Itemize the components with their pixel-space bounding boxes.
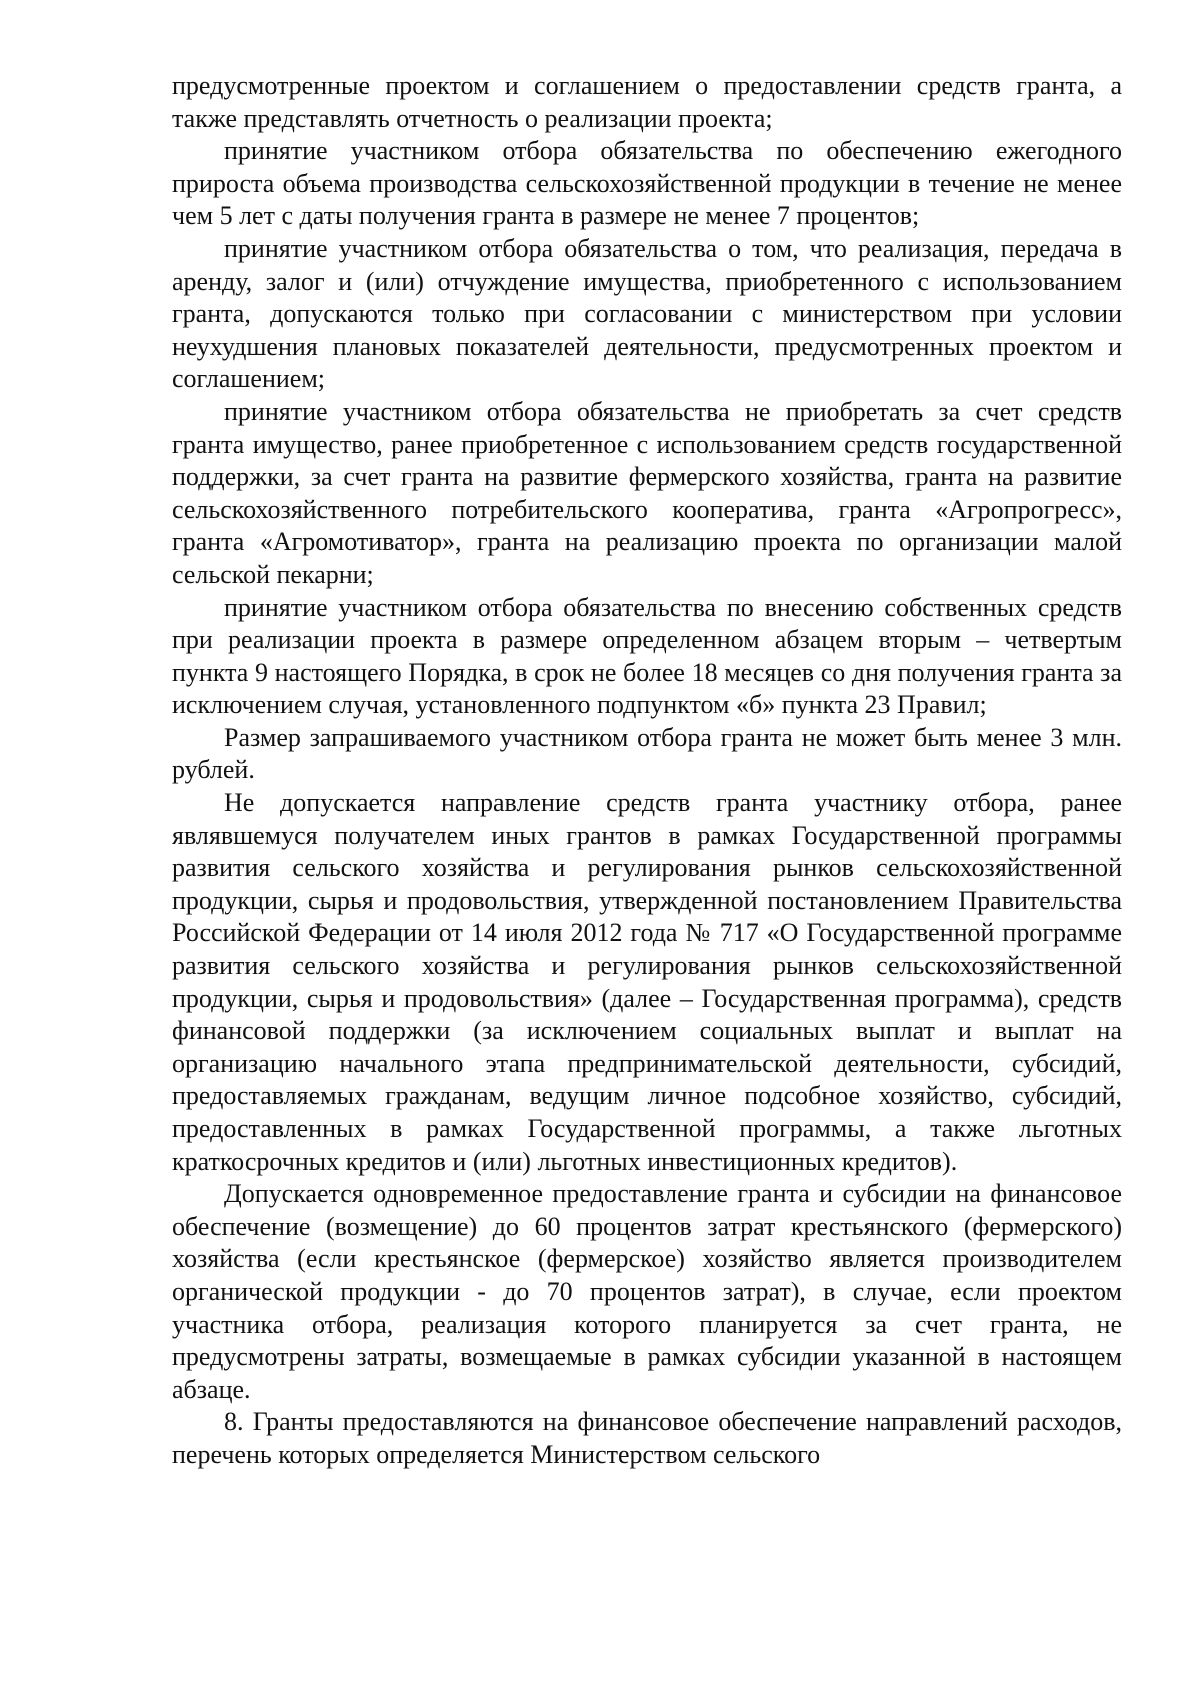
- document-page: [172, 70, 1122, 1472]
- paragraph-property-disposal-obligation: принятие участником отбора обязательства о том, что реализация, передача в аренду, залог и (или) отчуждение имущества, приобретенного с использованием гранта, допускаются только при согласовании с министерством при условии неухудшения плановых показателей деятельности, предусмотренных проектом и соглашением;: [172, 233, 1122, 394]
- paragraph-annual-growth-obligation: принятие участником отбора обязательства по обеспечению ежегодного прироста объема производства сельскохозяйственной продукции в течение не менее чем 5 лет с даты получения гранта в размере не менее 7 процентов;: [172, 136, 1122, 231]
- paragraph-continuation: предусмотренные проектом и соглашением о предоставлении средств гранта, а также представлять отчетность о реализации проекта;: [172, 71, 1122, 133]
- paragraph-grant-size: Размер запрашиваемого участником отбора гранта не может быть менее 3 млн. рублей.: [172, 722, 1122, 785]
- paragraph-item-8: 8. Гранты предоставляются на финансовое обеспечение направлений расходов, перечень которых определяется Министерством сельского: [172, 1407, 1122, 1469]
- paragraph-prior-recipients-restriction: Не допускается направление средств гранта участнику отбора, ранее являвшемуся получателем иных грантов в рамках Государственной программы развития сельского хозяйства и регулирования рынков сельскохозяйственной продукции, сырья и продовольствия, утвержденной постановлением Правительства Российской Федерации от 14 июля 2012 года № 717 «О Государственной программе развития сельского хозяйства и регулирования рынков сельскохозяйственной продукции, сырья и продовольствия» (далее – Государственная программа), средств финансовой поддержки (за исключением социальных выплат и выплат на организацию начального этапа предпринимательской деятельности, субсидий, предоставляемых гражданам, ведущим личное подсобное хозяйство, субсидий, предоставленных в рамках Государственной программы, а также льготных краткосрочных кредитов и (или) льготных инвестиционных кредитов).: [172, 788, 1122, 1176]
- paragraph-own-funds-obligation: принятие участником отбора обязательства по внесению собственных средств при реализации проекта в размере определенном абзацем вторым – четвертым пункта 9 настоящего Порядка, в срок не более 18 месяцев со дня получения гранта за исключением случая, установленного подпунктом «б» пункта 23 Правил;: [172, 592, 1122, 720]
- paragraph-no-prior-property-obligation: принятие участником отбора обязательства не приобретать за счет средств гранта имущество, ранее приобретенное с использованием средств государственной поддержки, за счет гранта на развитие фермерского хозяйства, гранта на развитие сельскохозяйственного потребительского кооператива, гранта «Агропрогресс», гранта «Агромотиватор», гранта на реализацию проекта по организации малой сельской пекарни;: [172, 396, 1122, 589]
- paragraph-simultaneous-subsidy: Допускается одновременное предоставление гранта и субсидии на финансовое обеспечение (возмещение) до 60 процентов затрат крестьянского (фермерского) хозяйства (если крестьянское (фермерское) хозяйство является производителем органической продукции - до 70 процентов затрат), в случае, если проектом участника отбора, реализация которого планируется за счет гранта, не предусмотрены затраты, возмещаемые в рамках субсидии указанной в настоящем абзаце.: [172, 1179, 1122, 1404]
